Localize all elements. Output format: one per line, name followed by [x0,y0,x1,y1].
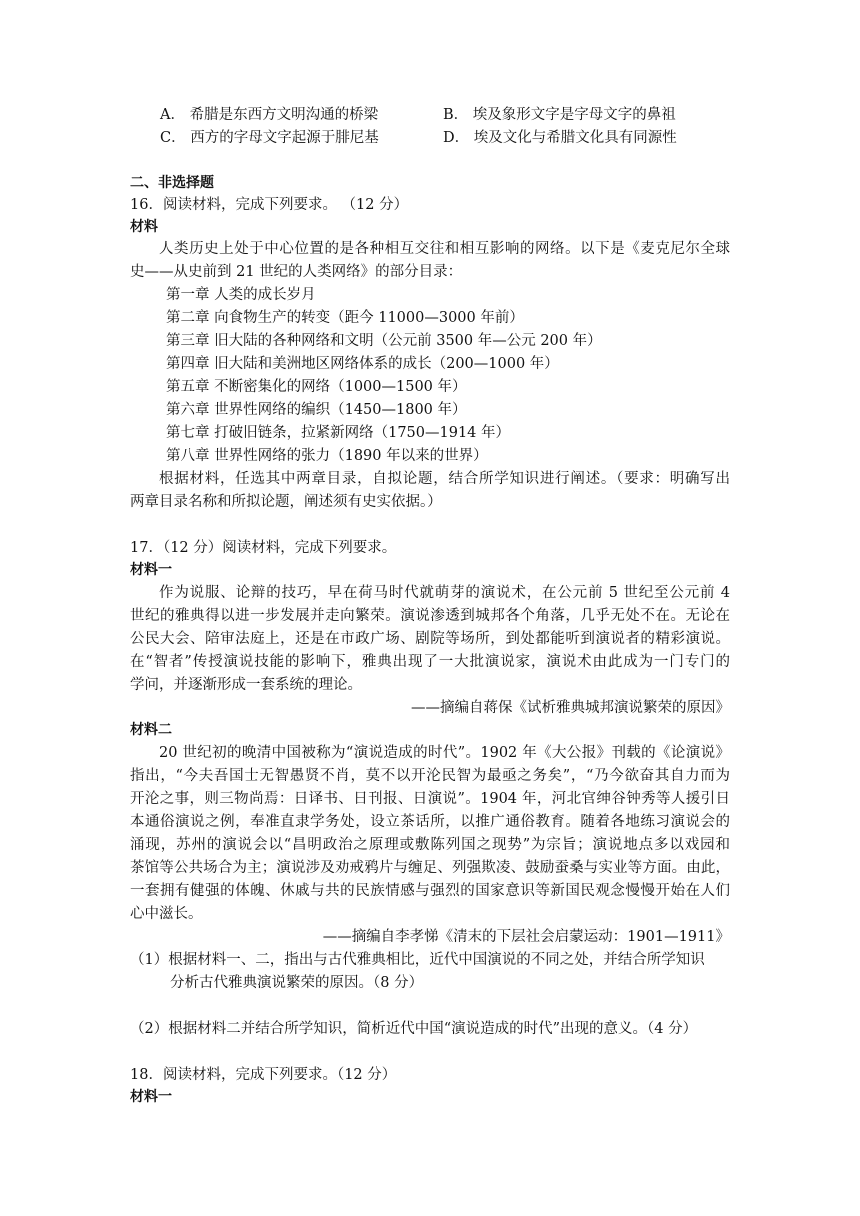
q17-m2-line-5: 涌现，苏州的演说会以“昌明政治之原理或敷陈列国之现势”为宗旨；演说地点多以戏园和 [130,837,730,853]
option-d: D． 埃及文化与希腊文化具有同源性 [443,130,677,146]
q16-chapter-1: 第一章 人类的成长岁月 [166,287,316,303]
q16-task-line-2: 两章目录名称和所拟论题，阐述须有史实依据。） [130,494,442,510]
q16-chapter-2: 第二章 向食物生产的转变（距今 11000—3000 年前） [166,310,524,326]
q16-chapter-7: 第七章 打破旧链条，拉紧新网络（1750—1914 年） [166,425,511,441]
q16-task-line-1: 根据材料，任选其中两章目录，自拟论题，结合所学知识进行阐述。（要求：明确写出 [159,471,730,487]
q17-m2-line-3: 开沦之事，则三物尚焉：日译书、日刊报、日演说”。1904 年，河北官绅谷钟秀等人援引日 [130,791,730,807]
option-b: B． 埃及象形文字是字母文字的鼻祖 [443,107,676,123]
q16-chapter-5: 第五章 不断密集化的网络（1000—1500 年） [166,379,467,395]
q17-m1-source: ——摘编自蒋保《试析雅典城邦演说繁荣的原因》 [411,700,730,716]
q17-m1-line-5: 学问，并逐渐形成一套系统的理论。 [130,677,362,693]
q17-material-2-label: 材料二 [130,722,172,738]
option-c: C． 西方的字母文字起源于腓尼基 [160,130,379,146]
q17-m1-line-4: 在“智者”传授演说技能的影响下，雅典出现了一大批演说家，演说术由此成为一门专门的 [130,654,730,670]
q16-material-label: 材料 [130,219,158,235]
q17-m2-line-4: 本通俗演说之例，奉准直隶学务处，设立茶话所，以推广通俗教育。随着各地练习演说会的 [130,814,730,830]
q16-chapter-3: 第三章 旧大陆的各种网络和文明（公元前 3500 年—公元 200 年） [166,333,602,349]
q16-chapter-4: 第四章 旧大陆和美洲地区网络体系的成长（200—1000 年） [166,356,559,372]
q17-m2-line-2: 指出，“今夫吾国士无智愚贤不肖，莫不以开沦民智为最亟之务矣”，“乃今欲奋其自力而为 [130,768,730,784]
q17-material-1-label: 材料一 [130,562,172,578]
q16-intro-line-1: 人类历史上处于中心位置的是各种相互交往和相互影响的网络。以下是《麦克尼尔全球 [159,241,730,257]
q17-m2-source: ——摘编自李孝悌《清末的下层社会启蒙运动：1901—1911》 [322,929,730,945]
q16-heading: 16．阅读材料，完成下列要求。 （12 分） [130,197,409,213]
q17-m2-line-8: 心中滋长。 [130,906,203,922]
q17-sub1-line-2: 分析古代雅典演说繁荣的原因。（8 分） [170,975,424,991]
q17-m2-line-7: 一套拥有健强的体魄、休戚与共的民族情感与强烈的国家意识等新国民观念慢慢开始在人们 [130,883,730,899]
q17-m1-line-3: 公民大会、陪审法庭上，还是在市政广场、剧院等场所，到处都能听到演说者的精彩演说。 [130,631,730,647]
q16-chapter-6: 第六章 世界性网络的编织（1450—1800 年） [166,402,467,418]
q18-material-1-label: 材料一 [130,1089,172,1105]
q17-sub2: （2）根据材料二并结合所学知识，简析近代中国“演说造成的时代”出现的意义。（4 分） [130,1021,698,1037]
q17-m1-line-1: 作为说服、论辩的技巧，早在荷马时代就萌芽的演说术，在公元前 5 世纪至公元前 4 [159,585,730,601]
q17-heading: 17．（12 分）阅读材料，完成下列要求。 [130,540,397,556]
section-title: 二、非选择题 [130,175,214,191]
option-a: A． 希腊是东西方文明沟通的桥梁 [160,107,379,123]
q18-heading: 18．阅读材料，完成下列要求。（12 分） [130,1067,397,1083]
q16-intro-line-2: 史——从史前到 21 世纪的人类网络》的部分目录： [130,264,463,280]
q17-m1-line-2: 世纪的雅典得以进一步发展并走向繁荣。演说渗透到城邦各个角落，几乎无处不在。无论在 [130,608,730,624]
q17-m2-line-6: 茶馆等公共场合为主；演说涉及劝戒鸦片与缠足、列强欺凌、鼓励蚕桑与实业等方面。由此， [130,860,730,876]
q17-m2-line-1: 20 世纪初的晚清中国被称为“演说造成的时代”。1902 年《大公报》刊载的《论演说》 [159,745,730,761]
q17-sub1-line-1: （1）根据材料一、二，指出与古代雅典相比，近代中国演说的不同之处，并结合所学知识 [130,952,705,968]
q16-chapter-8: 第八章 世界性网络的张力（1890 年以来的世界） [166,448,488,464]
